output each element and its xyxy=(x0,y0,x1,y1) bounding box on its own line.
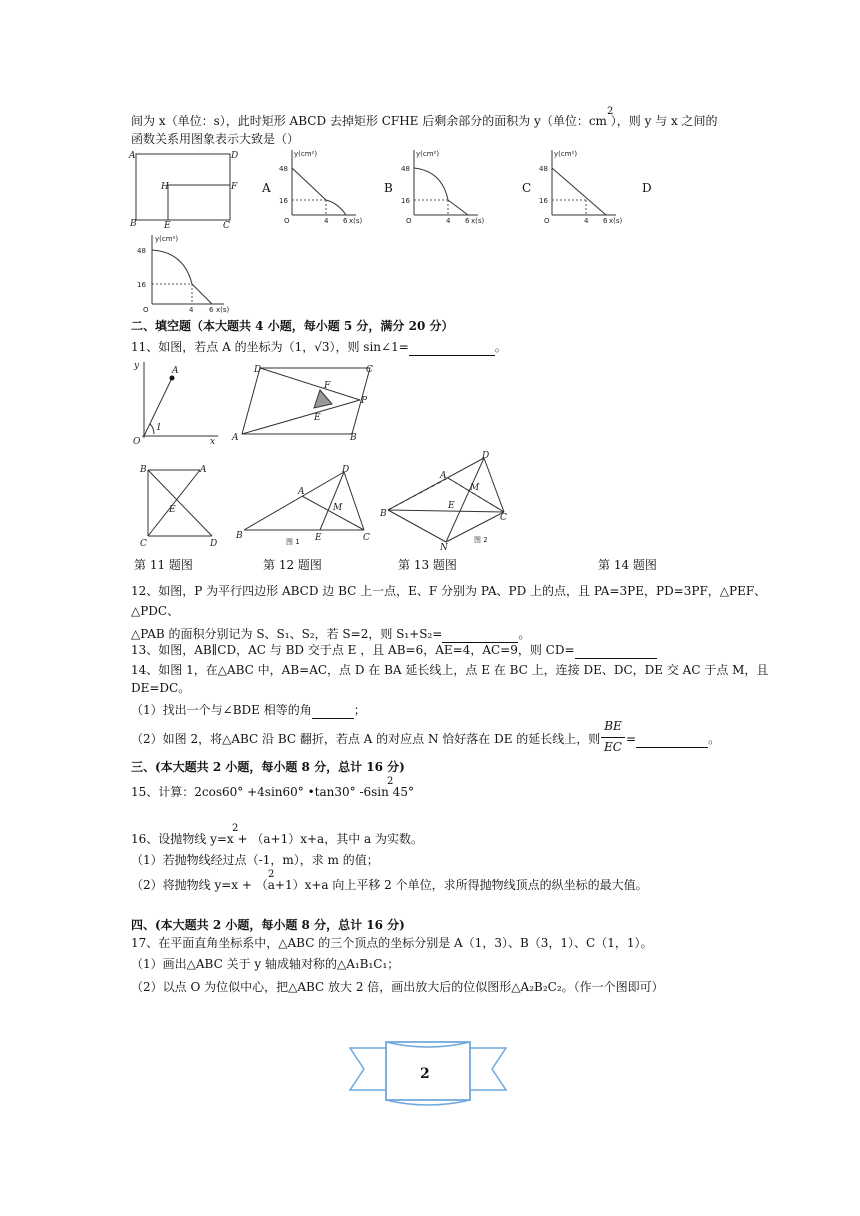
q13-text xyxy=(131,642,657,659)
q10-line2: 函数关系用图象表示大致是（） xyxy=(131,132,300,146)
graph-a-tick-4: 4 xyxy=(324,217,329,225)
q14-fraction-numerator: BE xyxy=(604,719,622,733)
graph-c-tick-4: 4 xyxy=(584,217,589,225)
q14-part1-tail: ； xyxy=(353,703,366,717)
fig14a-caption: 图 1 xyxy=(286,538,300,546)
fig14b-label-e: E xyxy=(448,501,455,511)
graph-b-tick-6: 6 xyxy=(465,217,470,225)
fig14-figure2 xyxy=(378,448,518,553)
graph-b-origin: O xyxy=(406,217,412,225)
rect-label-e: E xyxy=(164,221,171,231)
fig13-label-c: C xyxy=(140,539,147,549)
fig13-label-e: E xyxy=(169,505,176,515)
q10-rectangle-figure xyxy=(128,148,239,231)
fig13-label-d: D xyxy=(210,539,218,549)
caption-fig13: 第 13 题图 xyxy=(398,558,457,572)
rect-label-b: B xyxy=(130,219,137,229)
graph-b-tick-4: 4 xyxy=(446,217,451,225)
graph-b-tick-48: 48 xyxy=(401,165,410,173)
fig12-label-a: A xyxy=(232,433,239,443)
graph-d-origin: O xyxy=(143,306,149,314)
graph-d xyxy=(132,232,242,317)
fig14-figure1 xyxy=(234,464,374,549)
fig14a-label-a: A xyxy=(298,487,305,497)
fig12-label-b: B xyxy=(350,433,357,443)
graph-d-tick-6: 6 xyxy=(209,306,214,314)
q10-line1: 间为 x（单位：s），此时矩形 ABCD 去掉矩形 CFHE 后剩余部分的面积为 y（单位：cm ），则 y 与 x 之间的 xyxy=(131,114,718,128)
q14-fraction-bar xyxy=(601,737,625,738)
choice-c[interactable]: C xyxy=(522,181,532,195)
fig11-label-1: 1 xyxy=(156,423,162,433)
graph-c-ylabel: y(cm²) xyxy=(554,150,578,158)
graph-d-ylabel: y(cm²) xyxy=(155,235,179,243)
fig14b-label-b: B xyxy=(380,509,387,519)
graph-a xyxy=(276,147,371,227)
graph-d-tick-48: 48 xyxy=(137,247,146,255)
q12-stem: △PAB 的面积分别记为 S、S₁、S₂，若 S=2，则 S₁+S₂= xyxy=(131,627,443,641)
rect-label-a: A xyxy=(129,151,136,161)
graph-c-tick-6: 6 xyxy=(603,217,608,225)
graph-b-ylabel: y(cm²) xyxy=(416,150,440,158)
choice-a[interactable]: A xyxy=(262,181,271,195)
fig13 xyxy=(136,460,226,550)
fig11-label-a: A xyxy=(172,366,179,376)
q14-part1 xyxy=(131,702,366,719)
graph-c-tick-48: 48 xyxy=(539,165,548,173)
q12-line3 xyxy=(131,626,530,643)
rect-label-c: C xyxy=(223,221,230,231)
graph-c xyxy=(536,147,631,227)
graph-a-tick-6: 6 xyxy=(343,217,348,225)
graph-c-origin: O xyxy=(544,217,550,225)
q14-part2-answer xyxy=(626,731,720,748)
fig14b-label-m: M xyxy=(470,483,480,493)
caption-fig12: 第 12 题图 xyxy=(263,558,322,572)
graph-a-ylabel: y(cm²) xyxy=(294,150,318,158)
caption-fig14: 第 14 题图 xyxy=(598,558,657,572)
fig14a-label-m: M xyxy=(333,503,343,513)
q14-part2-end: 。 xyxy=(708,732,721,746)
fig12-label-c: C xyxy=(366,365,373,375)
graph-c-tick-16: 16 xyxy=(539,197,548,205)
q11-text xyxy=(131,339,507,356)
q12-line1: 12、如图，P 为平行四边形 ABCD 边 BC 上一点，E、F 分别为 PA、PD 上的点，且 PA=3PE，PD=3PF，△PEF、 xyxy=(131,584,767,598)
q16-part2-superscript: 2 xyxy=(268,869,275,880)
q14-part2: （2）如图 2，将△ABC 沿 BC 翻折，若点 A 的对应点 N 恰好落在 DE 的延长线上，则 xyxy=(131,732,601,746)
q11-stem: 11、如图，若点 A 的坐标为（1，√3），则 sin∠1= xyxy=(131,340,409,354)
q15-superscript: 2 xyxy=(387,776,394,787)
graph-b-tick-16: 16 xyxy=(401,197,410,205)
fig13-label-b: B xyxy=(140,465,147,475)
q17-text: 17、在平面直角坐标系中，△ABC 的三个顶点的坐标分别是 A（1，3）、B（3，1）、C（1，1）。 xyxy=(131,936,653,950)
q16-text: 16、设抛物线 y=x + （a+1）x+a，其中 a 为实数。 xyxy=(131,832,423,846)
fig11-label-o: O xyxy=(133,437,141,447)
q17-part1: （1）画出△ABC 关于 y 轴成轴对称的△A₁B₁C₁； xyxy=(131,957,400,971)
choice-d[interactable]: D xyxy=(642,181,652,195)
fig14b-label-c: C xyxy=(500,513,507,523)
rect-label-h: H xyxy=(161,182,169,192)
rect-label-f: F xyxy=(231,182,238,192)
fig14b-label-n: N xyxy=(440,543,448,553)
fig14b-label-a: A xyxy=(440,471,447,481)
caption-fig11: 第 11 题图 xyxy=(134,558,193,572)
graph-b-xlabel: x(s) xyxy=(471,217,485,225)
section2-title: 二、填空题（本大题共 4 小题，每小题 5 分，满分 20 分） xyxy=(131,319,454,333)
graph-a-origin: O xyxy=(284,217,290,225)
fig14a-label-d: D xyxy=(342,465,350,475)
fig14a-label-c: C xyxy=(363,533,370,543)
graph-c-xlabel: x(s) xyxy=(609,217,623,225)
q14-line1: 14、如图 1，在△ABC 中，AB=AC，点 D 在 BA 延长线上，点 E 在 BC 上，连接 DE、DC，DE 交 AC 于点 M，且 xyxy=(131,663,769,677)
fig12-label-e: E xyxy=(314,413,321,423)
section4-title: 四、(本大题共 2 小题，每小题 8 分，总计 16 分) xyxy=(131,918,405,932)
q16-part2: （2）将抛物线 y=x + （a+1）x+a 向上平移 2 个单位，求所得抛物线顶点的纵坐标的最大值。 xyxy=(131,878,648,892)
fig11-label-x: x xyxy=(210,437,216,447)
q14-part2-eq: = xyxy=(626,732,637,746)
section3-title: 三、(本大题共 2 小题，每小题 8 分，总计 16 分) xyxy=(131,760,405,774)
graph-b xyxy=(398,147,493,227)
q12-line2: △PDC、 xyxy=(131,604,180,618)
graph-a-tick-16: 16 xyxy=(279,197,288,205)
fig14a-label-e: E xyxy=(315,533,322,543)
fig11 xyxy=(128,358,223,448)
choice-b[interactable]: B xyxy=(384,181,393,195)
fig13-label-a: A xyxy=(200,465,207,475)
q12-tail: 。 xyxy=(518,627,531,641)
fig12-label-p: P xyxy=(361,396,368,406)
q11-tail: 。 xyxy=(494,340,507,354)
q15-text: 15、计算：2cos60° +4sin60° •tan30° -6sin 45° xyxy=(131,785,414,799)
q14-fraction-denominator: EC xyxy=(604,740,622,754)
fig12 xyxy=(228,360,383,445)
graph-a-tick-48: 48 xyxy=(279,165,288,173)
fig14b-label-d: D xyxy=(482,451,490,461)
fig12-label-d: D xyxy=(254,365,262,375)
graph-d-xlabel: x(s) xyxy=(216,306,230,314)
rect-label-d: D xyxy=(231,151,239,161)
q16-superscript: 2 xyxy=(232,823,239,834)
page-number: 2 xyxy=(420,1066,430,1082)
q14-part1-stem: （1）找出一个与∠BDE 相等的角 xyxy=(131,703,312,717)
graph-a-xlabel: x(s) xyxy=(349,217,363,225)
fig14a-label-b: B xyxy=(236,531,243,541)
q17-part2: （2）以点 O 为位似中心，把△ABC 放大 2 倍，画出放大后的位似图形△A₂B₂C₂。（作一个图即可） xyxy=(131,980,664,994)
fig14b-caption: 图 2 xyxy=(474,536,488,544)
graph-d-tick-16: 16 xyxy=(137,281,146,289)
fig12-label-f: F xyxy=(324,381,331,391)
q16-part1: （1）若抛物线经过点（-1，m），求 m 的值； xyxy=(131,853,379,867)
q10-superscript: 2 xyxy=(607,106,614,117)
fig11-label-y: y xyxy=(134,361,140,371)
q14-line2: DE=DC。 xyxy=(131,681,191,695)
q13-stem: 13、如图，AB∥CD，AC 与 BD 交于点 E ，且 AB=6，AE=4，AC=9，则 CD= xyxy=(131,643,575,657)
graph-d-tick-4: 4 xyxy=(189,306,194,314)
